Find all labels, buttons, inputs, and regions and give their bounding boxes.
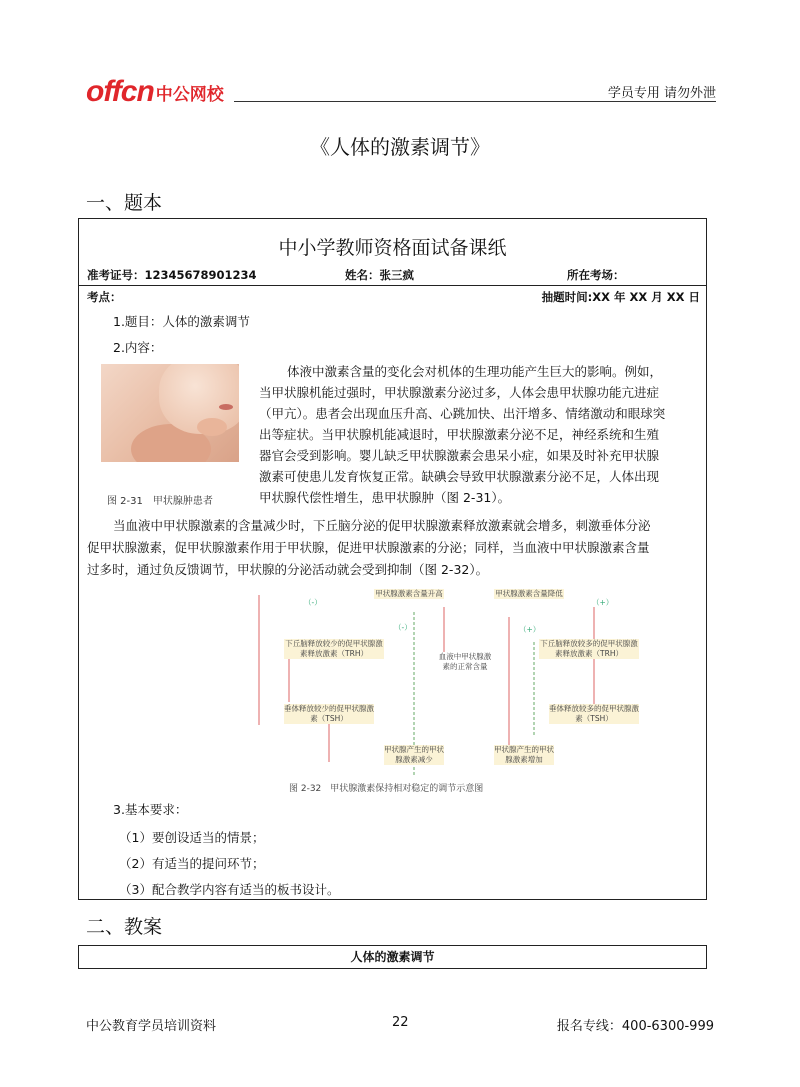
exam-venue: 所在考场： [567, 268, 625, 282]
logo-text-cn: 中公网校 [155, 85, 224, 105]
node-hypothalamus-more: 下丘脑释放较多的促甲状腺激素释放激素（TRH） [540, 639, 638, 658]
requirements-title: 3.基本要求： [113, 802, 188, 817]
section-heading-1: 一、题本 [86, 192, 163, 214]
node-hypothalamus-less: 下丘脑释放较少的促甲状腺激素释放激素（TRH） [285, 639, 383, 658]
paragraph-line: 甲状腺代偿性增生，患甲状腺肿（图 2-31）。 [259, 490, 511, 505]
page-number: 22 [392, 1015, 409, 1030]
figure-2-32-caption: 图 2-32 甲状腺激素保持相对稳定的调节示意图 [289, 784, 484, 794]
node-pituitary-less: 垂体释放较少的促甲状腺激素（TSH） [284, 704, 374, 723]
header-note: 学员专用 请勿外泄 [607, 86, 716, 101]
node-pituitary-more: 垂体释放较多的促甲状腺激素（TSH） [549, 704, 639, 723]
paragraph-line: 当甲状腺机能过强时，甲状腺激素分泌过多，人体会患甲状腺功能亢进症 [259, 385, 660, 400]
paragraph-line: 过多时，通过负反馈调节，甲状腺的分泌活动就会受到抑制（图 2-32）。 [87, 562, 489, 577]
offcn-logo [86, 75, 224, 108]
document-title: 《人体的激素调节》 [310, 135, 490, 159]
footer-left: 中公教育学员培训资料 [86, 1019, 217, 1034]
lesson-prep-sheet [78, 218, 707, 900]
candidate-info-row [85, 267, 700, 283]
node-high: 甲状腺激素含量升高 [375, 589, 443, 598]
figure-2-31-caption: 图 2-31 甲状腺肿患者 [107, 496, 213, 507]
paragraph-line: 器官会受到影响。婴儿缺乏甲状腺激素会患呆小症，如果及时补充甲状腺 [259, 448, 660, 463]
node-thyroid-more: 甲状腺产生的甲状腺激素增加 [494, 745, 554, 764]
requirement-item: （1）要创设适当的情景； [119, 830, 265, 845]
thyroid-regulation-diagram [209, 587, 639, 797]
item-topic: 1.题目：人体的激素调节 [113, 314, 250, 329]
logo-text-en: offcn [86, 75, 154, 108]
exam-point: 考点： [87, 290, 122, 304]
header-rule [234, 101, 716, 102]
exam-number: 准考证号：12345678901234 [87, 268, 257, 282]
node-thyroid-less: 甲状腺产生的甲状腺激素减少 [384, 745, 444, 764]
lesson-plan-title-box: 人体的激素调节 [78, 945, 707, 969]
goiter-patient-photo [101, 364, 239, 462]
requirement-item: （2）有适当的提问环节； [119, 856, 265, 871]
divider [79, 285, 706, 286]
sign-minus: （-） [394, 623, 412, 632]
paragraph-line: 出等症状。当甲状腺机能减退时，甲状腺激素分泌不足，神经系统和生殖 [259, 427, 660, 442]
paragraph-line: 当血液中甲状腺激素的含量减少时，下丘脑分泌的促甲状腺激素释放激素就会增多，刺激垂体分泌 [113, 518, 651, 533]
section-heading-2: 二、教案 [86, 916, 163, 938]
node-normal-level: 血液中甲状腺激素的正常含量 [438, 652, 492, 671]
sheet-title: 中小学教师资格面试备课纸 [278, 237, 507, 259]
page-header [86, 75, 716, 108]
sign-plus: （+） [519, 625, 541, 634]
sign-plus: （+） [592, 598, 614, 607]
requirement-item: （3）配合教学内容有适当的板书设计。 [119, 882, 340, 897]
candidate-name: 姓名：张三疯 [345, 268, 414, 282]
paragraph-line: （甲亢）。患者会出现血压升高、心跳加快、出汗增多、情绪激动和眼球突 [259, 406, 666, 421]
paragraph-line: 促甲状腺激素，促甲状腺激素作用于甲状腺，促进甲状腺激素的分泌；同样，当血液中甲状腺激素含量 [87, 540, 650, 555]
node-low: 甲状腺激素含量降低 [495, 589, 563, 598]
paragraph-line: 激素可使患儿发育恢复正常。缺碘会导致甲状腺激素分泌不足，人体出现 [259, 469, 660, 484]
item-content: 2.内容： [113, 340, 163, 355]
sign-minus: （-） [304, 598, 322, 607]
footer-right: 报名专线：400-6300-999 [556, 1019, 714, 1034]
draw-time: 抽题时间:XX 年 XX 月 XX 日 [541, 290, 700, 304]
paragraph-line: 体液中激素含量的变化会对机体的生理功能产生巨大的影响。例如， [287, 364, 663, 379]
